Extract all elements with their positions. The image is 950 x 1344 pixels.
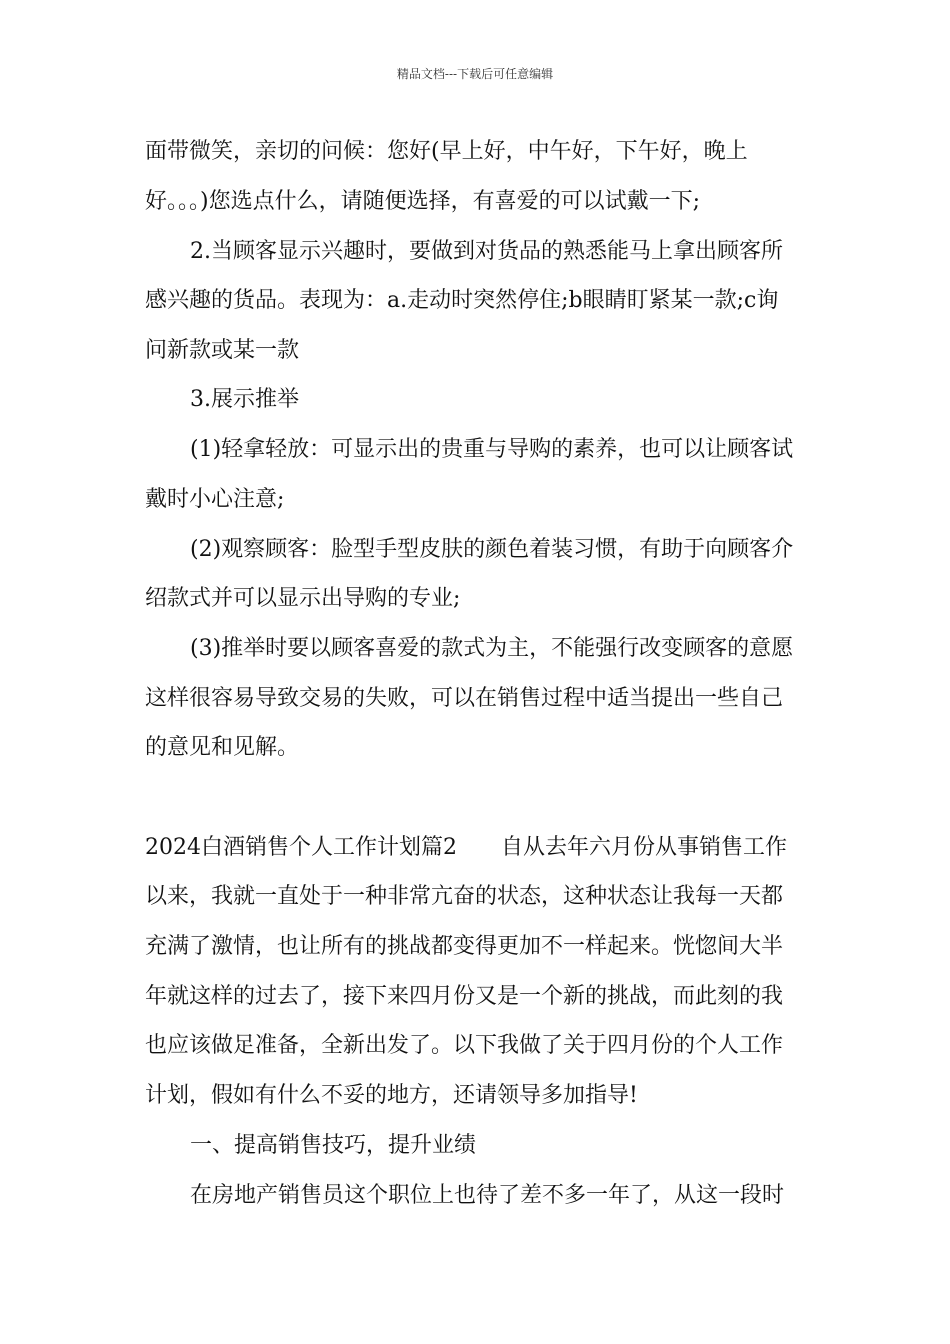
text-line: 戴时小心注意; — [145, 487, 285, 512]
text-line: 计划，假如有什么不妥的地方，还请领导多加指导! — [145, 1083, 638, 1108]
subheading-line: 一、提高销售技巧，提升业绩 — [190, 1133, 477, 1158]
text-line: (3)推举时要以顾客喜爱的款式为主，不能强行改变顾客的意愿 — [190, 636, 794, 661]
text-line: 也应该做足准备，全新出发了。以下我做了关于四月份的个人工作 — [145, 1033, 784, 1058]
text-line: 年就这样的过去了，接下来四月份又是一个新的挑战，而此刻的我 — [145, 984, 784, 1009]
text-line: 绍款式并可以显示出导购的专业; — [145, 586, 461, 611]
text-line: 在房地产销售员这个职位上也待了差不多一年了，从这一段时 — [190, 1183, 785, 1208]
text-line: 这样很容易导致交易的失败，可以在销售过程中适当提出一些自己 — [145, 686, 784, 711]
text-line: (1)轻拿轻放：可显示出的贵重与导购的素养，也可以让顾客试 — [190, 437, 794, 462]
page-header: 精品文档---下载后可任意编辑 — [396, 67, 554, 81]
text-line: (2)观察顾客：脸型手型皮肤的颜色着装习惯，有助于向顾客介 — [190, 537, 794, 562]
text-line: 好。。。)您选点什么，请随便选择，有喜爱的可以试戴一下; — [145, 189, 700, 214]
section-heading-line: 2024白酒销售个人工作计划篇2 自从去年六月份从事销售工作 — [145, 835, 787, 860]
text-line: 的意见和见解。 — [145, 735, 300, 760]
text-line: 感兴趣的货品。表现为：a.走动时突然停住;b眼睛盯紧某一款;c询 — [145, 288, 779, 313]
text-line: 问新款或某一款 — [145, 338, 300, 363]
text-line: 充满了激情，也让所有的挑战都变得更加不一样起来。恍惚间大半 — [145, 934, 784, 959]
text-line: 3.展示推举 — [190, 387, 299, 412]
text-line: 以来，我就一直处于一种非常亢奋的状态，这种状态让我每一天都 — [145, 884, 784, 909]
text-line: 2.当顾客显示兴趣时，要做到对货品的熟悉能马上拿出顾客所 — [190, 239, 783, 264]
text-line: 面带微笑，亲切的问候：您好(早上好，中午好，下午好，晚上 — [145, 139, 748, 164]
